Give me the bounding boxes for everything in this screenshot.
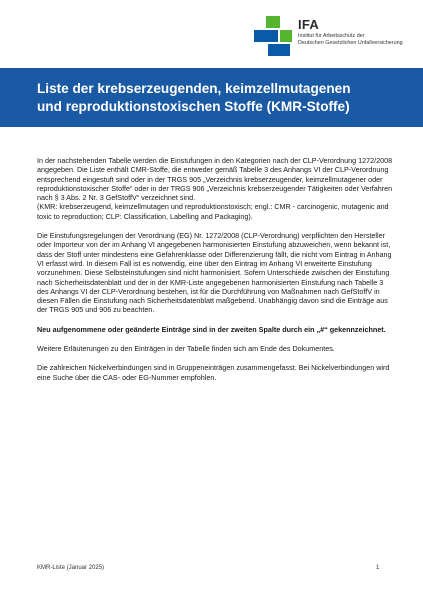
logo-subtitle-line2: Deutschen Gesetzlichen Unfallversicherung: [298, 39, 403, 46]
new-entries-note: Neu aufgenommene oder geänderte Einträge sind in der zweiten Spalte durch ein „#“ gekennzeichnet.: [37, 324, 386, 334]
explanations-note: Weitere Erläuterungen zu den Einträgen in der Tabelle finden sich am Ende des Dokumentes.: [37, 344, 335, 354]
document-title-line2: und reproduktionstoxischen Stoffe (KMR-Stoffe): [37, 99, 350, 114]
abbreviations-text: (KMR: krebserzeugend, keimzellmutagen und reproduktionstoxisch; engl.: CMR - carcinogenic, mutagenic and toxic to reproduction; CLP: Classification, Labelling and Packaging).: [37, 202, 389, 221]
dguv-ifa-logo-icon: [254, 16, 294, 58]
ifa-logo: [254, 16, 420, 60]
logo-subtitle: [298, 33, 403, 46]
logo-text: IFA: [298, 17, 320, 32]
document-body: [37, 156, 393, 392]
nickel-note: Die zahlreichen Nickelverbindungen sind in Gruppeneinträgen zusammengefasst. Bei Nickelverbindungen wird eine Suche über die CAS- oder EG-Nummer empfohlen.: [37, 363, 390, 382]
intro-text: In der nachstehenden Tabelle werden die Einstufungen in den Kategorien nach der CLP-Verordnung 1272/2008 angegeben. Die Liste enthält CMR-Stoffe, die entweder gemäß Tabelle 3 des Anhangs VI der CLP-Verordnung entsprechend eingestuft sind oder in der TRGS 905 „Verzeichnis krebserzeugender, keimzellmutagener oder reproduktionstoxischer Stoffe“ oder in der TRGS 906 „Verzeichnis krebserzeugender Tätigkeiten oder Verfahren nach § 3 Abs. 2 Nr. 3 GefStoffV“ verzeichnet sind.: [37, 156, 393, 203]
intro-paragraph: [37, 156, 393, 221]
logo-subtitle-line1: Institut für Arbeitsschutz der: [298, 33, 365, 39]
regulation-paragraph: Die Einstufungsregelungen der Verordnung (EG) Nr. 1272/2008 (CLP-Verordnung) verpflichten den Hersteller oder Importeur von der im Anhang VI angegebenen harmonisierten Einstufung abzuweichen, wenn bekannt ist, dass der Stoff unter mindestens eine Gefahrenklasse oder Differenzierung fällt, die nicht vom Eintrag in Anhang VI erfasst wird. In diesem Fall ist es notwendig, eine über den Eintrag im Anhang VI erweiterte Einstufung vorzunehmen. Diese Selbsteinstufungen sind nicht harmonisiert. Sofern Unterschiede zwischen der Einstufung nach Sicherheitsdatenblatt und der in der KMR-Liste angegebenen harmonisierten Einstufung nach Tabelle 3 des Anhangs VI der CLP-Verordnung bestehen, ist für die Durchführung von Maßnahmen nach GefStoffV in diesen Fällen die Einstufung nach Sicherheitsdatenblatt maßgebend. Unabhängig davon sind die Einträge aus der TRGS 905 und 906 zu beachten.: [37, 231, 392, 315]
footer-document-label: KMR-Liste (Januar 2025): [37, 565, 105, 571]
document-title-line1: Liste der krebserzeugenden, keimzellmutagenen: [37, 81, 351, 96]
page-number: 1: [376, 565, 380, 571]
document-title: [37, 80, 407, 116]
